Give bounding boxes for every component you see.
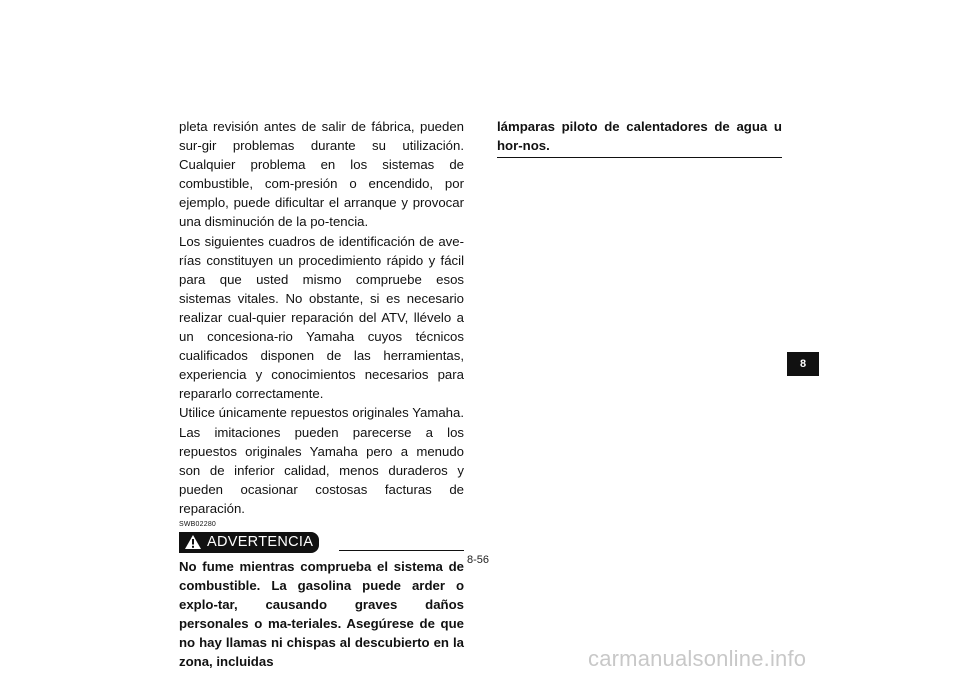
warning-label: ADVERTENCIA: [207, 534, 314, 551]
warning-end-rule: [497, 157, 782, 158]
body-paragraph-3: Utilice únicamente repuestos originales Yamaha. Las imitaciones pueden parecerse a los repuestos originales Yamaha pero a menudo son de inferior calidad, menos duraderos y pueden ocasionar costosas facturas de reparación.: [179, 405, 464, 516]
body-paragraph-2: Los siguientes cuadros de identificación de ave-rías constituyen un procedimiento rápido y fácil para que usted mismo compruebe esos sistemas vitales. No obstante, si es necesario realizar cual-quier reparación del ATV, llévelo a un concesiona-rio Yamaha cuyos técnicos cualificados disponen de las herramientas, experiencia y conocimientos necesarios para repararlo correctamente.: [179, 233, 464, 402]
warning-text-continued: lámparas piloto de calentadores de agua u hor-nos.: [497, 119, 782, 154]
chapter-tab: 8: [787, 352, 819, 376]
page-number: 8-56: [467, 554, 490, 566]
warning-header: [179, 531, 464, 553]
warning-triangle-icon: [184, 534, 202, 550]
right-column: [497, 117, 782, 158]
warning-badge: [179, 532, 319, 553]
left-column: [179, 117, 464, 672]
watermark: carmanualsonline.info: [588, 646, 807, 671]
warning-text: No fume mientras comprueba el sistema de combustible. La gasolina puede arder o explo-tar, causando graves daños personales o ma-teriales. Asegúrese de que no hay llamas ni chispas al descubierto en la zona, incluidas: [179, 558, 464, 670]
warning-rule: [339, 550, 464, 551]
warning-code: SWB02280: [179, 520, 217, 528]
body-paragraph-1: pleta revisión antes de salir de fábrica, pueden sur-gir problemas durante su utilización. Cualquier problema en los sistemas de combustible, com-presión o encendido, por ejemplo, puede dificultar el arranque y provocar una disminución de la po-tencia.: [179, 119, 464, 230]
